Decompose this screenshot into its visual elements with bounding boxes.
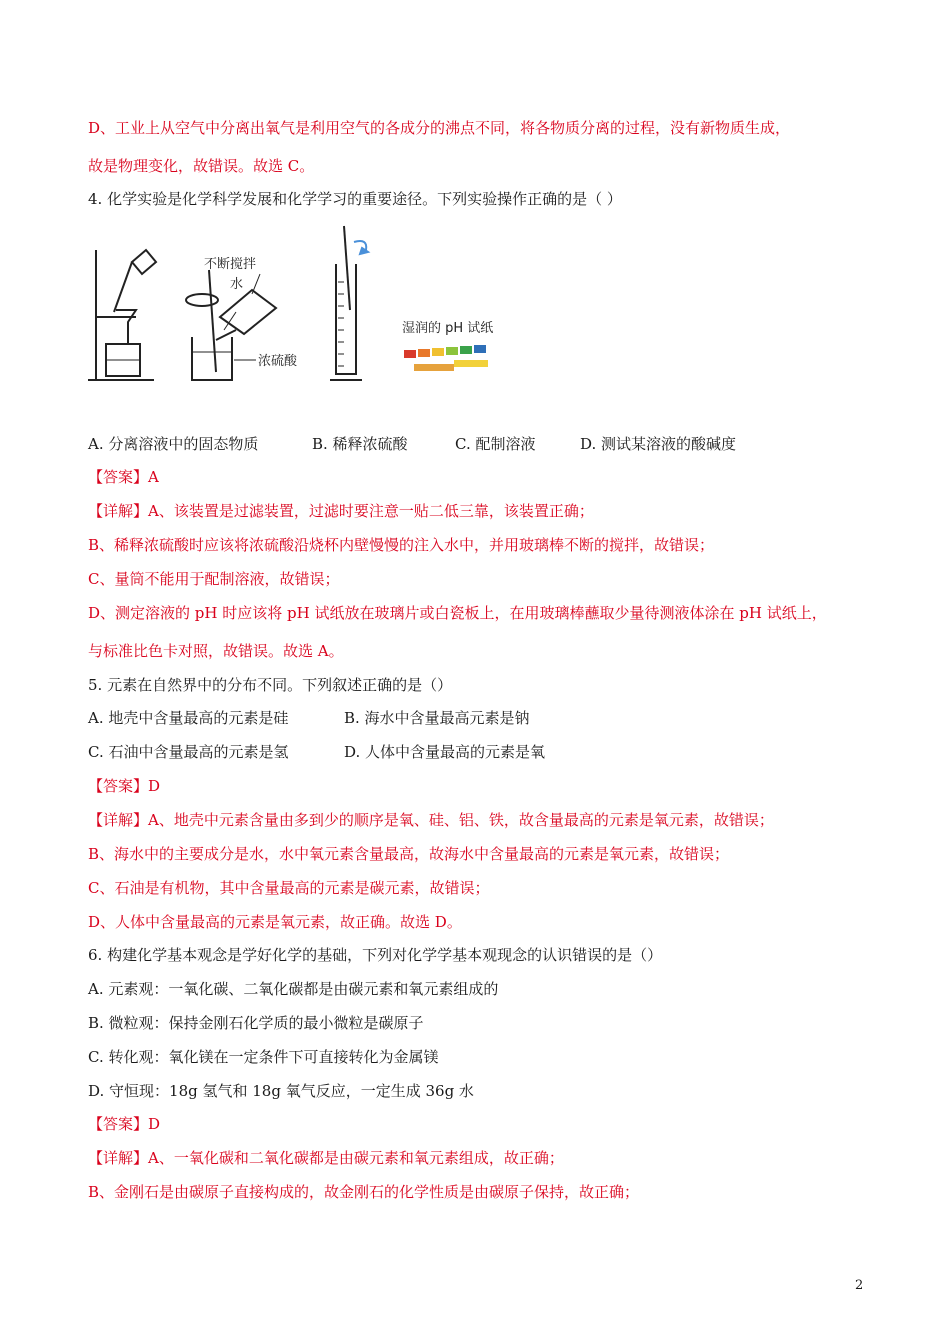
- filtration-apparatus: [88, 250, 156, 380]
- q6-explanation-a: 【详解】A、一氧化碳和二氧化碳都是由碳元素和氧元素组成，故正确；: [88, 1149, 564, 1167]
- label-conc-sulfuric-acid: 浓硫酸: [258, 354, 298, 369]
- page-number: 2: [855, 1278, 864, 1293]
- label-water: 水: [230, 277, 244, 292]
- label-stir: 不断搅拌: [204, 257, 257, 272]
- q5-option-c: C. 石油中含量最高的元素是氢: [88, 743, 289, 761]
- q3-explanation-d-line1: D、工业上从空气中分离出氧气是利用空气的各成分的沸点不同，将各物质分离的过程，没有新物质生成，: [88, 119, 791, 137]
- q4-option-c: C. 配制溶液: [455, 435, 536, 453]
- q4-option-d: D. 测试某溶液的酸碱度: [580, 435, 737, 453]
- q4-options: [88, 434, 736, 454]
- q4-option-a: A. 分离溶液中的固态物质: [88, 435, 259, 453]
- q5-explanation-d: D、人体中含量最高的元素是氧元素，故正确。故选 D。: [88, 913, 462, 931]
- q4-explanation-d-line1: D、测定溶液的 pH 时应该将 pH 试纸放在玻璃片或白瓷板上，在用玻璃棒蘸取少量待测液体涂在 pH 试纸上，: [88, 604, 827, 622]
- q4-option-b: B. 稀释浓硫酸: [312, 435, 408, 453]
- q4-explanation-d-line2: 与标准比色卡对照，故错误。故选 A。: [88, 642, 344, 660]
- q4-answer: 【答案】A: [88, 468, 159, 486]
- q5-options-row1: [88, 708, 530, 728]
- q6-option-c: C. 转化观：氧化镁在一定条件下可直接转化为金属镁: [88, 1048, 439, 1066]
- label-ph-paper: 湿润的 pH 试纸: [402, 321, 494, 336]
- q6-answer: 【答案】D: [88, 1115, 161, 1133]
- q5-options-row2: [88, 742, 545, 762]
- experiment-illustration: [84, 222, 554, 392]
- q6-explanation-b: B、金刚石是由碳原子直接构成的，故金刚石的化学性质是由碳原子保持，故正确；: [88, 1183, 640, 1201]
- graduated-cylinder: [330, 226, 368, 380]
- q5-explanation-a: 【详解】A、地壳中元素含量由多到少的顺序是氧、硅、铝、铁，故含量最高的元素是氧元素，故错误；: [88, 811, 774, 829]
- q4-explanation-c: C、量筒不能用于配制溶液，故错误；: [88, 570, 340, 588]
- q4-explanation-b: B、稀释浓硫酸时应该将浓硫酸沿烧杯内壁慢慢的注入水中，并用玻璃棒不断的搅拌，故错误；: [88, 536, 715, 554]
- q6-option-a: A. 元素观：一氧化碳、二氧化碳都是由碳元素和氧元素组成的: [88, 980, 499, 998]
- q5-option-b: B. 海水中含量最高元素是钠: [344, 709, 530, 727]
- q5-answer: 【答案】D: [88, 777, 161, 795]
- q6-stem: 6. 构建化学基本观念是学好化学的基础，下列对化学学基本观现念的认识错误的是（）: [88, 946, 663, 964]
- q6-option-b: B. 微粒观：保持金刚石化学质的最小微粒是碳原子: [88, 1014, 424, 1032]
- q5-explanation-c: C、石油是有机物，其中含量最高的元素是碳元素，故错误；: [88, 879, 490, 897]
- q5-stem: 5. 元素在自然界中的分布不同。下列叙述正确的是（）: [88, 676, 453, 694]
- q3-explanation-d-line2: 故是物理变化，故错误。故选 C。: [88, 157, 315, 175]
- q5-option-d: D. 人体中含量最高的元素是氧: [344, 743, 546, 761]
- q6-option-d: D. 守恒现：18g 氢气和 18g 氧气反应，一定生成 36g 水: [88, 1082, 474, 1100]
- q4-stem: 4. 化学实验是化学科学发展和化学学习的重要途径。下列实验操作正确的是（ ）: [88, 190, 622, 208]
- ph-color-chart: [404, 345, 488, 371]
- q4-explanation-a: 【详解】A、该装置是过滤装置，过滤时要注意一贴二低三靠，该装置正确；: [88, 502, 594, 520]
- q5-explanation-b: B、海水中的主要成分是水，水中氧元素含量最高，故海水中含量最高的元素是氧元素，故错误；: [88, 845, 730, 863]
- q5-option-a: A. 地壳中含量最高的元素是硅: [88, 709, 289, 727]
